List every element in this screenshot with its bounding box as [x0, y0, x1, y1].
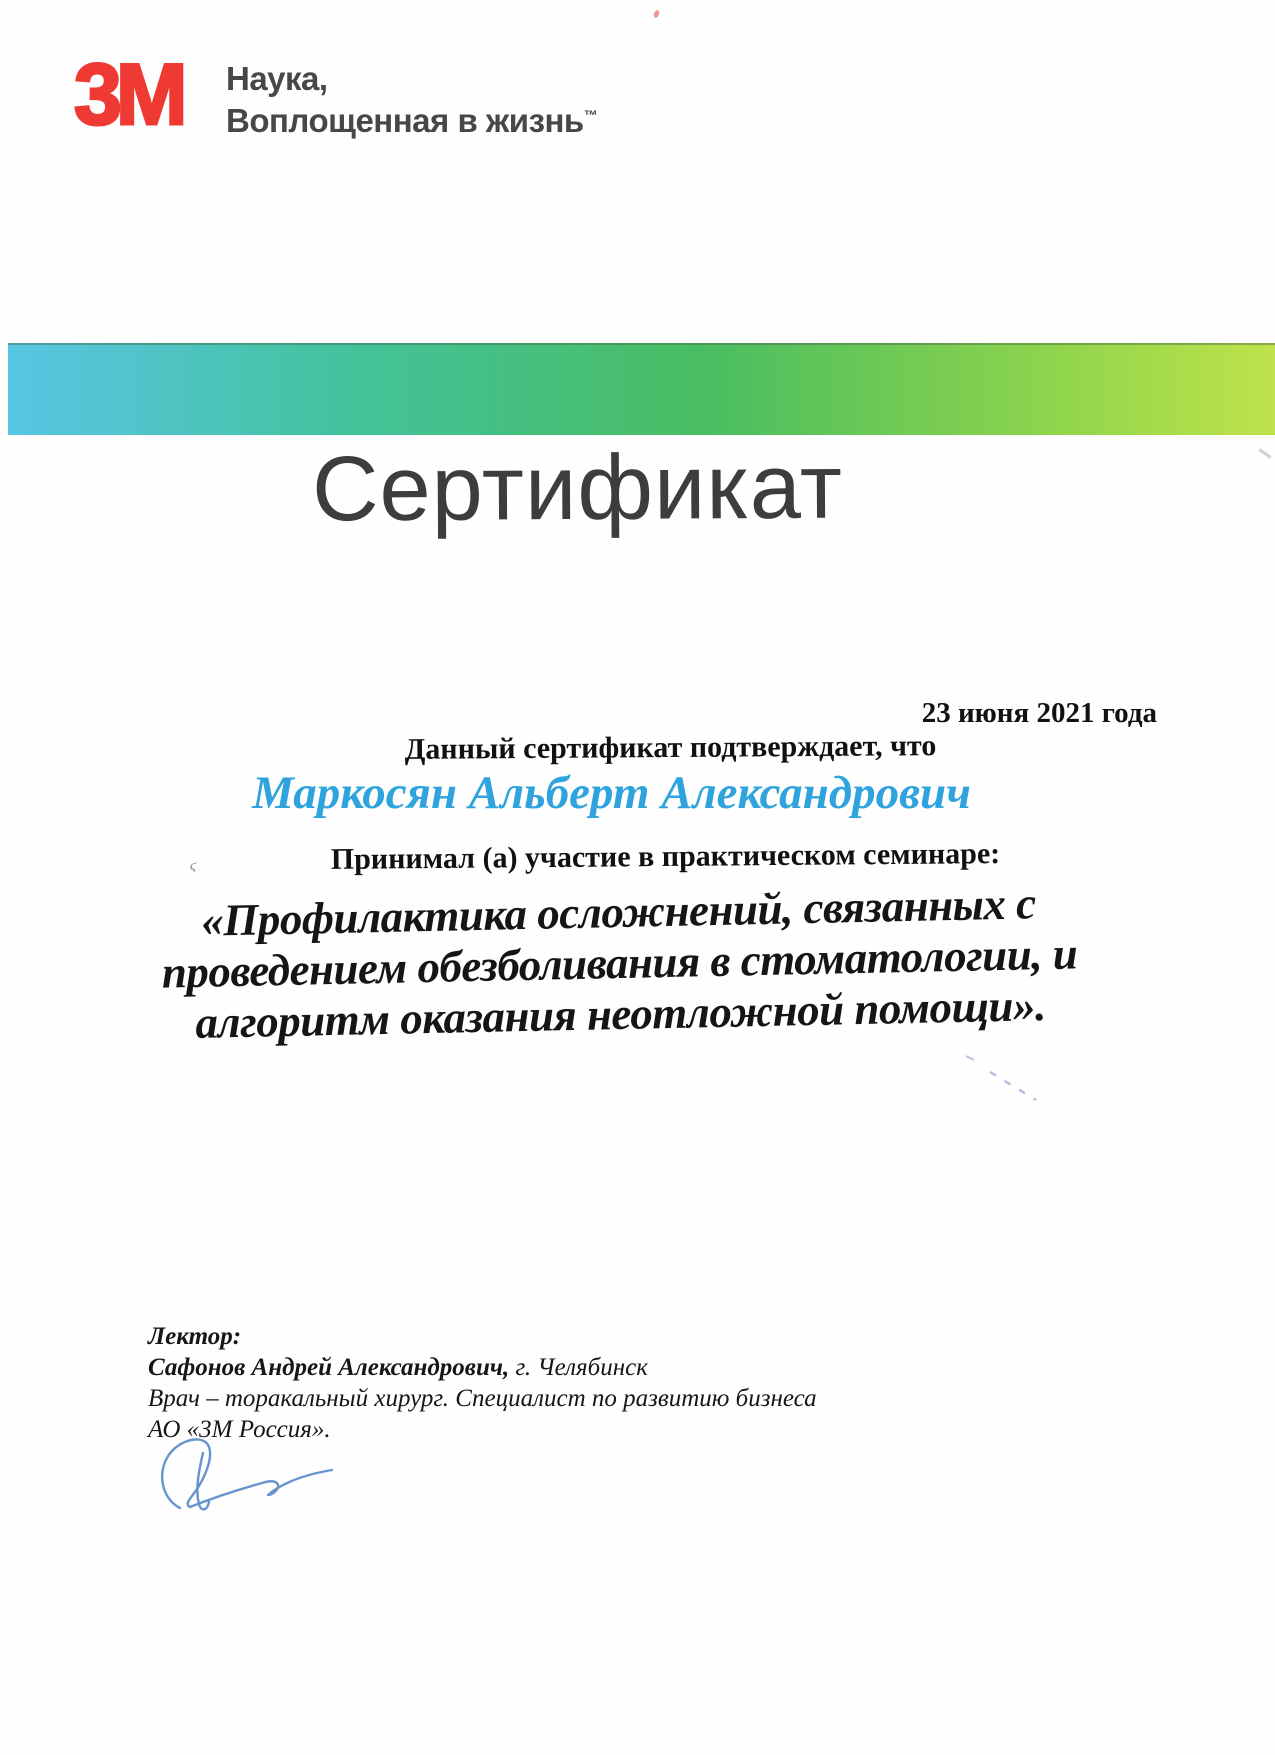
signature — [150, 1432, 350, 1517]
confirmation-line: Данный сертификат подтверждает, что — [404, 729, 937, 766]
lecturer-block — [148, 1321, 817, 1445]
edge-mark-artifact — [1258, 448, 1271, 458]
3m-logo: 3M — [74, 47, 182, 143]
recipient-name: Маркосян Альберт Александрович — [252, 767, 971, 819]
seminar-title-line1: «Профилактика осложнений, связанных с — [200, 878, 1037, 946]
lecturer-label: Лектор: — [148, 1323, 242, 1350]
tagline-line2: Воплощенная в жизнь — [226, 102, 584, 139]
gradient-banner — [8, 343, 1275, 435]
brand-tagline — [226, 60, 597, 139]
certificate-date: 23 июня 2021 года — [921, 697, 1157, 729]
pen-scratch-artifact — [952, 1048, 1042, 1110]
lecturer-name-line — [148, 1352, 817, 1383]
lecturer-name: Сафонов Андрей Александрович, — [148, 1354, 510, 1381]
tagline-line1: Наука, — [226, 60, 328, 97]
participation-line: Принимал (а) участие в практическом семинаре: — [330, 837, 1001, 876]
lecturer-city: г. Челябинск — [509, 1354, 648, 1381]
seminar-title-line3: алгоритм оказания неотложной помощи». — [194, 980, 1047, 1048]
lecturer-position-line2: АО «3М Россия». — [148, 1416, 331, 1443]
seminar-title-line2: проведением обезболивания в стоматологии, и — [161, 928, 1078, 998]
stray-mark-artifact: ϛ — [190, 858, 197, 874]
red-speck-artifact — [653, 9, 660, 18]
certificate-title: Сертификат — [311, 435, 844, 541]
seminar-title — [0, 874, 1258, 1054]
trademark-symbol: ™ — [583, 107, 598, 123]
lecturer-position-line1: Врач – торакальный хирург. Специалист по развитию бизнеса — [148, 1385, 817, 1412]
